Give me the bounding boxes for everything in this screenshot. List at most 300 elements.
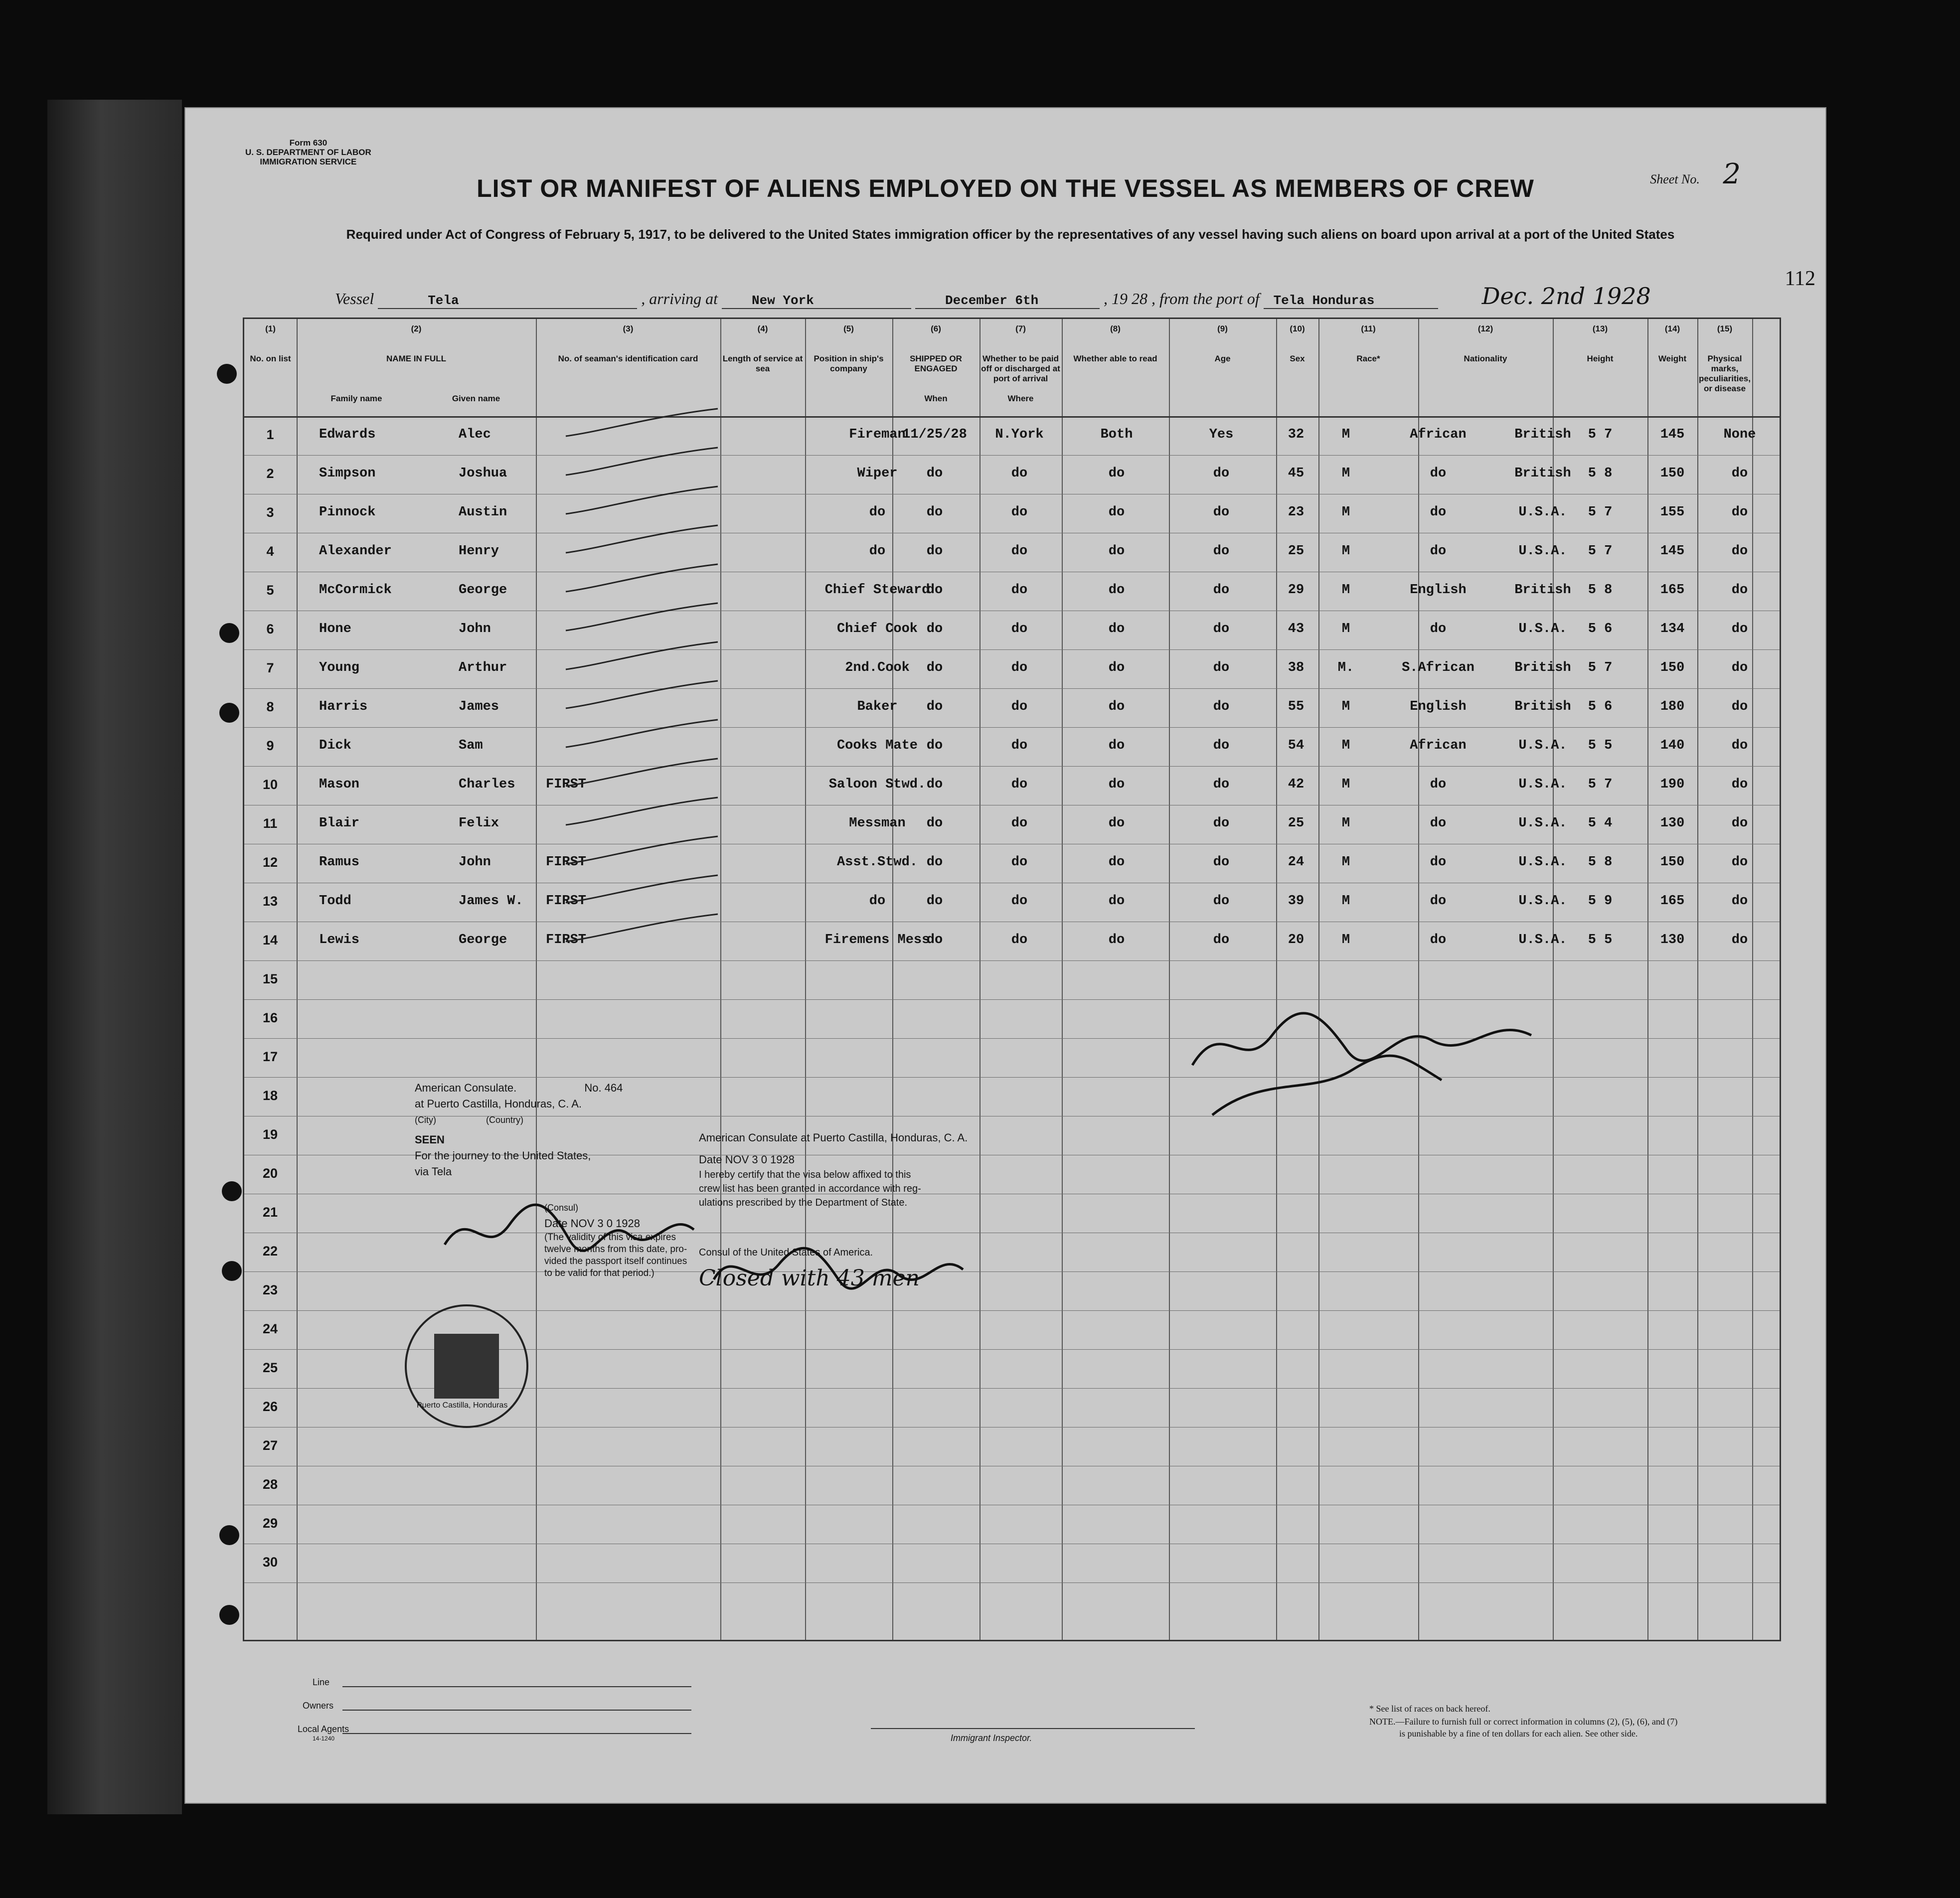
cell-age: 32 [1288, 427, 1305, 442]
cell-read: do [1213, 855, 1230, 870]
binding-strip [47, 100, 182, 1814]
cell-read: do [1213, 622, 1230, 636]
column-number: (9) [1217, 324, 1228, 333]
column-header [1318, 324, 1418, 364]
cell-height: 5 7 [1588, 544, 1613, 559]
cell-sex: M [1341, 427, 1350, 442]
cell-sex: M [1341, 933, 1350, 948]
column-number: (5) [843, 324, 854, 333]
cell-nat: U.S.A. [1518, 505, 1567, 520]
cell-given: John [459, 622, 491, 636]
line-number: 26 [262, 1399, 278, 1414]
cell-weight: 150 [1660, 466, 1685, 481]
cell-sex: M [1341, 738, 1350, 753]
cell-position: Chief Steward [824, 583, 930, 598]
cell-when: do [926, 660, 943, 675]
line-number: 11 [263, 816, 278, 831]
inspector-signature [1182, 995, 1561, 1125]
sheet-value: 2 [1723, 158, 1741, 190]
line-number: 14 [262, 933, 278, 948]
line-number: 17 [262, 1049, 278, 1064]
cell-paid: Both [1100, 427, 1133, 442]
cell-read: do [1213, 505, 1230, 520]
cell-family: Pinnock [319, 505, 376, 520]
check-mark [563, 523, 723, 558]
form-line: U. S. DEPARTMENT OF LABOR [245, 148, 371, 157]
column-number: (13) [1592, 324, 1608, 333]
cell-sex: M [1341, 777, 1350, 792]
column-label: Age [1214, 354, 1231, 363]
cell-marks: do [1731, 894, 1748, 909]
page-subtitle: Required under Act of Congress of February 5, 1917, to be delivered to the United States immigration officer by the representatives of any vessel having such aliens on board upon arrival at a port of the United States [346, 227, 1675, 242]
column-header [720, 324, 805, 374]
check-mark [563, 756, 723, 791]
cell-age: 38 [1288, 660, 1305, 675]
cell-position: Cooks Mate [836, 738, 918, 753]
seal-text: Puerto Castilla, Honduras [417, 1401, 508, 1410]
validity-note: to be valid for that period.) [544, 1268, 654, 1278]
cell-when: do [926, 738, 943, 753]
cell-height: 5 8 [1588, 466, 1613, 481]
column-number: (1) [265, 324, 276, 333]
cell-nat: British [1514, 583, 1571, 598]
cell-position: Fireman [849, 427, 906, 442]
line-number: 15 [262, 971, 278, 986]
cell-height: 5 6 [1588, 699, 1613, 714]
cell-position: Wiper [857, 466, 898, 481]
cell-nat: British [1514, 466, 1571, 481]
cell-paid: do [1108, 466, 1125, 481]
punch-hole [222, 1181, 242, 1201]
cell-weight: 145 [1660, 427, 1685, 442]
cell-age: 39 [1288, 894, 1305, 909]
cell-marks: do [1731, 660, 1748, 675]
validity-note: vided the passport itself continues [544, 1256, 687, 1266]
cell-age: 43 [1288, 622, 1305, 636]
column-label: SHIPPED OR ENGAGED [910, 354, 962, 373]
check-mark [563, 912, 723, 947]
cell-age: 55 [1288, 699, 1305, 714]
manifest-table [243, 317, 1781, 1641]
cell-race: do [1430, 505, 1447, 520]
cell-where: do [1011, 622, 1028, 636]
via-text: via Tela [415, 1165, 452, 1178]
cell-marks: do [1731, 466, 1748, 481]
cell-paid: do [1108, 816, 1125, 831]
cell-family: Edwards [319, 427, 376, 442]
cell-read: do [1213, 738, 1230, 753]
line-number: 18 [262, 1088, 278, 1103]
line-number: 25 [262, 1360, 278, 1375]
line-number: 28 [262, 1477, 278, 1492]
line-number: 8 [266, 699, 274, 714]
cell-weight: 155 [1660, 505, 1685, 520]
check-mark [563, 562, 723, 597]
cell-where: N.York [995, 427, 1044, 442]
cell-when: do [926, 622, 943, 636]
cell-height: 5 6 [1588, 622, 1613, 636]
cell-marks: do [1731, 544, 1748, 559]
cell-given: John [459, 855, 491, 870]
column-label: Position in ship's company [814, 354, 884, 373]
cell-race: do [1430, 544, 1447, 559]
cell-family: Mason [319, 777, 360, 792]
arriving-label: , arriving at [641, 290, 718, 308]
cell-height: 5 5 [1588, 933, 1613, 948]
column-header [536, 324, 720, 364]
column-header [1647, 324, 1697, 364]
cell-sex: M [1341, 544, 1350, 559]
cell-weight: 150 [1660, 855, 1685, 870]
cell-sex: M [1341, 816, 1350, 831]
subheader-given: Given name [452, 394, 500, 403]
line-number: 24 [262, 1321, 278, 1336]
column-header [297, 324, 536, 364]
consul-signature-2 [709, 1240, 968, 1299]
line-number: 4 [266, 544, 274, 559]
check-mark [563, 639, 723, 674]
inspector-label: Immigrant Inspector. [951, 1733, 1032, 1743]
page-number: 112 [1785, 267, 1815, 290]
from-label: , from the port of [1151, 290, 1260, 308]
cell-given: Arthur [459, 660, 507, 675]
punch-hole [222, 1261, 242, 1281]
line-number: 30 [262, 1555, 278, 1570]
cell-where: do [1011, 738, 1028, 753]
column-label: Height [1587, 354, 1614, 363]
column-label: Whether to be paid off or discharged at port of arrival [981, 354, 1060, 383]
cell-age: 24 [1288, 855, 1305, 870]
cell-given: Henry [459, 544, 499, 559]
column-number: (2) [411, 324, 422, 333]
cell-race: English [1410, 583, 1467, 598]
visa-number: No. 464 [584, 1082, 623, 1094]
column-header [1553, 324, 1647, 364]
penalty-note: is punishable by a fine of ten dollars for each alien. See other side. [1399, 1729, 1638, 1739]
line-number: 16 [262, 1010, 278, 1025]
cell-given: George [459, 933, 507, 948]
cell-marks: do [1731, 933, 1748, 948]
cell-height: 5 7 [1588, 427, 1613, 442]
cell-paid: do [1108, 777, 1125, 792]
cell-paid: do [1108, 583, 1125, 598]
cell-given: Austin [459, 505, 507, 520]
cell-when: do [926, 816, 943, 831]
line-number: 23 [262, 1282, 278, 1297]
cell-height: 5 8 [1588, 583, 1613, 598]
cell-paid: do [1108, 738, 1125, 753]
cell-weight: 134 [1660, 622, 1685, 636]
column-header [1697, 324, 1752, 394]
cell-read: do [1213, 777, 1230, 792]
cell-paid: do [1108, 660, 1125, 675]
cell-when: do [926, 777, 943, 792]
cell-weight: 165 [1660, 583, 1685, 598]
cell-weight: 190 [1660, 777, 1685, 792]
cell-given: George [459, 583, 507, 598]
cell-sex: M [1341, 894, 1350, 909]
cell-where: do [1011, 894, 1028, 909]
punch-hole [219, 1605, 239, 1625]
cell-read: do [1213, 816, 1230, 831]
column-label: Length of service at sea [722, 354, 803, 373]
check-mark [563, 717, 723, 752]
cell-family: Young [319, 660, 360, 675]
cell-nat: U.S.A. [1518, 855, 1567, 870]
cell-sex: M [1341, 699, 1350, 714]
cell-paid: do [1108, 894, 1125, 909]
cell-nat: U.S.A. [1518, 738, 1567, 753]
visa-date: Date NOV 3 0 1928 [544, 1217, 641, 1230]
cell-read: do [1213, 660, 1230, 675]
cell-given: Joshua [459, 466, 507, 481]
column-number: (4) [757, 324, 768, 333]
column-header [980, 324, 1062, 384]
vessel-line [335, 283, 1651, 310]
cell-when: do [926, 466, 943, 481]
cell-paid: do [1108, 505, 1125, 520]
journey-text: For the journey to the United States, [415, 1149, 591, 1162]
subheader-family: Family name [330, 394, 382, 403]
cell-sex: M. [1337, 660, 1354, 675]
cell-weight: 165 [1660, 894, 1685, 909]
line-number: 27 [262, 1438, 278, 1453]
line-number: 5 [266, 583, 274, 598]
cell-weight: 150 [1660, 660, 1685, 675]
cell-weight: 140 [1660, 738, 1685, 753]
cell-paid: do [1108, 544, 1125, 559]
cell-when: do [926, 505, 943, 520]
cell-read: do [1213, 583, 1230, 598]
consul-signature [440, 1195, 699, 1265]
arrival-port: New York [722, 293, 911, 309]
cell-nat: U.S.A. [1518, 622, 1567, 636]
cell-nat: British [1514, 660, 1571, 675]
cell-when: do [926, 855, 943, 870]
cell-given: Felix [459, 816, 499, 831]
year-label: , 19 28 [1103, 290, 1147, 308]
cell-where: do [1011, 855, 1028, 870]
cell-nat: U.S.A. [1518, 816, 1567, 831]
cell-position: do [869, 544, 886, 559]
cell-when: do [926, 583, 943, 598]
cell-position: Asst.Stwd. [836, 855, 918, 870]
cell-height: 5 5 [1588, 738, 1613, 753]
cell-race: English [1410, 699, 1467, 714]
cell-when: 11/25/28 [902, 427, 967, 442]
cell-read: Yes [1209, 427, 1234, 442]
cell-weight: 145 [1660, 544, 1685, 559]
cell-height: 5 9 [1588, 894, 1613, 909]
cell-family: Hone [319, 622, 351, 636]
handwritten-date: Dec. 2nd 1928 [1481, 283, 1651, 310]
cell-where: do [1011, 933, 1028, 948]
cell-nat: U.S.A. [1518, 894, 1567, 909]
line-number: 21 [262, 1205, 278, 1220]
consulate-seal [405, 1304, 528, 1428]
manifest-sheet [184, 107, 1826, 1804]
cell-paid: do [1108, 855, 1125, 870]
consulate-label: American Consulate. [415, 1082, 517, 1094]
cell-race: do [1430, 933, 1447, 948]
cell-position: Saloon Stwd. [828, 777, 926, 792]
punch-hole [217, 364, 237, 384]
column-number: (8) [1110, 324, 1121, 333]
cell-given: James [459, 699, 499, 714]
vessel-name: Tela [378, 293, 637, 309]
cell-when: do [926, 699, 943, 714]
line-label: Line [313, 1677, 330, 1687]
column-label: Nationality [1464, 354, 1507, 363]
check-mark [563, 406, 723, 441]
seen-label: SEEN [415, 1133, 445, 1146]
cell-where: do [1011, 466, 1028, 481]
form-line: Form 630 [289, 138, 327, 148]
column-number: (7) [1015, 324, 1026, 333]
punch-hole [219, 1525, 239, 1545]
column-label: NAME IN FULL [386, 354, 446, 363]
cell-where: do [1011, 583, 1028, 598]
line-number: 6 [266, 622, 274, 636]
column-label: No. of seaman's identification card [558, 354, 698, 363]
cell-age: 25 [1288, 544, 1305, 559]
cell-family: McCormick [319, 583, 392, 598]
check-mark [563, 834, 723, 869]
column-number: (3) [623, 324, 634, 333]
subheader-when: When [924, 394, 948, 403]
cell-when: do [926, 933, 943, 948]
validity-note: twelve months from this date, pro- [544, 1244, 687, 1255]
stamp-image [434, 1334, 499, 1399]
cell-race: do [1430, 466, 1447, 481]
cell-race: do [1430, 894, 1447, 909]
cell-age: 25 [1288, 816, 1305, 831]
cell-paid: do [1108, 622, 1125, 636]
column-header [892, 324, 980, 374]
check-mark [563, 484, 723, 519]
cell-read: do [1213, 933, 1230, 948]
line-number: 9 [266, 738, 274, 753]
cell-marks: do [1731, 738, 1748, 753]
consul-caption: (Consul) [544, 1203, 579, 1213]
line-number: 3 [266, 505, 274, 520]
column-number: (11) [1361, 324, 1376, 333]
certificate-text: crew list has been granted in accordance with reg- [699, 1183, 921, 1194]
cell-card: FIRST [546, 777, 587, 792]
cell-paid: do [1108, 933, 1125, 948]
cell-marks: None [1723, 427, 1756, 442]
cell-nat: U.S.A. [1518, 933, 1567, 948]
owners-label: Owners [303, 1701, 334, 1711]
certificate-text: ulations prescribed by the Department of State. [699, 1197, 908, 1208]
cell-position: do [869, 505, 886, 520]
cell-position: 2nd.Cook [845, 660, 910, 675]
column-label: No. on list [250, 354, 291, 363]
cell-family: Harris [319, 699, 368, 714]
cell-race: S.African [1402, 660, 1474, 675]
cell-family: Lewis [319, 933, 360, 948]
form-number [245, 138, 371, 166]
cell-read: do [1213, 699, 1230, 714]
agents-code: 14-1240 [313, 1735, 335, 1742]
cell-weight: 180 [1660, 699, 1685, 714]
cell-height: 5 7 [1588, 777, 1613, 792]
column-header [1062, 324, 1169, 364]
cell-read: do [1213, 894, 1230, 909]
cell-card: FIRST [546, 933, 587, 948]
cell-where: do [1011, 699, 1028, 714]
cell-nat: British [1514, 699, 1571, 714]
cell-given: James W. [459, 894, 523, 909]
cell-card: FIRST [546, 855, 587, 870]
cell-sex: M [1341, 583, 1350, 598]
cell-read: do [1213, 466, 1230, 481]
column-label: Sex [1290, 354, 1305, 363]
cell-weight: 130 [1660, 816, 1685, 831]
cell-nat: U.S.A. [1518, 777, 1567, 792]
cell-where: do [1011, 505, 1028, 520]
cell-sex: M [1341, 505, 1350, 520]
cell-read: do [1213, 544, 1230, 559]
cell-marks: do [1731, 777, 1748, 792]
cell-nat: British [1514, 427, 1571, 442]
check-mark [563, 601, 723, 635]
column-label: Race* [1356, 354, 1380, 363]
consul-title: Consul of the United States of America. [699, 1247, 873, 1258]
cell-age: 23 [1288, 505, 1305, 520]
certificate-date: Date NOV 3 0 1928 [699, 1153, 795, 1166]
cell-family: Alexander [319, 544, 392, 559]
cell-nat: U.S.A. [1518, 544, 1567, 559]
cell-height: 5 4 [1588, 816, 1613, 831]
cell-family: Ramus [319, 855, 360, 870]
column-number: (12) [1477, 324, 1493, 333]
check-mark [563, 873, 723, 908]
punch-hole [219, 623, 239, 643]
column-label: Weight [1658, 354, 1687, 363]
vessel-label: Vessel [335, 290, 374, 308]
closed-note: Closed with 43 men [699, 1265, 920, 1291]
cell-marks: do [1731, 855, 1748, 870]
column-label: Physical marks, peculiarities, or disease [1699, 354, 1751, 393]
check-mark [563, 445, 723, 480]
penalty-note: NOTE.—Failure to furnish full or correct information in columns (2), (5), (6), and (7) [1369, 1717, 1678, 1727]
column-number: (10) [1290, 324, 1305, 333]
cell-race: African [1410, 738, 1467, 753]
cell-height: 5 7 [1588, 505, 1613, 520]
page-title: LIST OR MANIFEST OF ALIENS EMPLOYED ON THE VESSEL AS MEMBERS OF CREW [477, 174, 1534, 202]
line-number: 19 [262, 1127, 278, 1142]
cell-family: Dick [319, 738, 351, 753]
cell-marks: do [1731, 816, 1748, 831]
cell-age: 29 [1288, 583, 1305, 598]
form-line: IMMIGRATION SERVICE [260, 157, 357, 166]
line-number: 2 [266, 466, 274, 481]
cell-age: 45 [1288, 466, 1305, 481]
consulate-city: at Puerto Castilla, Honduras, C. A. [415, 1098, 582, 1110]
column-header [1418, 324, 1553, 364]
cell-card: FIRST [546, 894, 587, 909]
cell-weight: 130 [1660, 933, 1685, 948]
cell-race: African [1410, 427, 1467, 442]
consulate-at: American Consulate at Puerto Castilla, Honduras, C. A. [699, 1131, 968, 1144]
line-number: 20 [262, 1166, 278, 1181]
agents-label: Local Agents [298, 1724, 349, 1734]
line-number: 7 [266, 660, 274, 675]
cell-race: do [1430, 777, 1447, 792]
cell-position: Baker [857, 699, 898, 714]
cell-sex: M [1341, 466, 1350, 481]
